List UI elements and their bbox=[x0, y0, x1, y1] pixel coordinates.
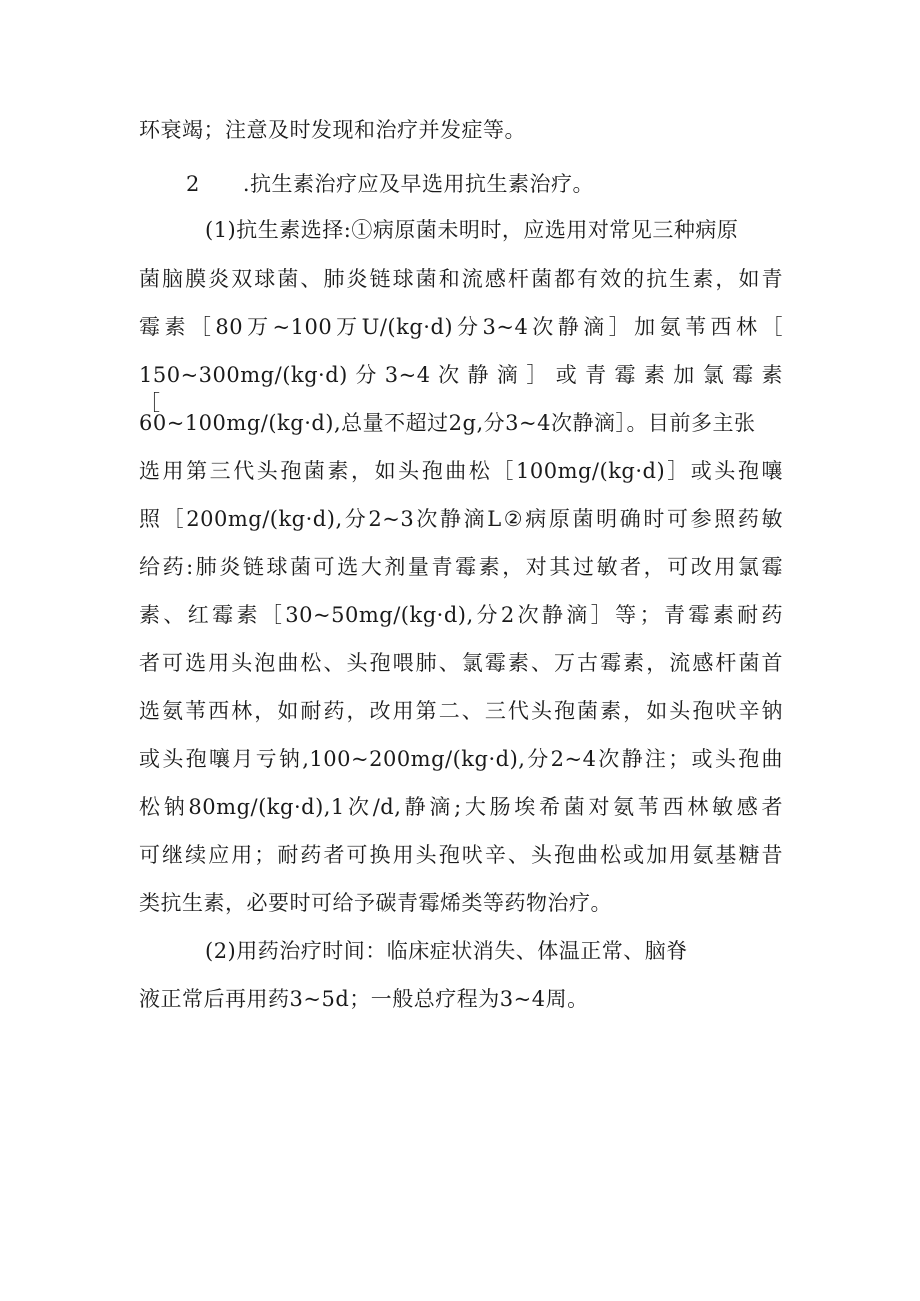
paragraph-line-1: 环衰竭；注意及时发现和治疗并发症等。 bbox=[139, 118, 526, 142]
paragraph-line-12: 者可选用头泡曲松、头孢喂肺、氯霉素、万古霉素，流感杆菌首 bbox=[139, 651, 783, 675]
paragraph-line-7: 60~100mg/(kg·d),总量不超过2g,分3~4次静滴］。目前多主张 bbox=[139, 411, 756, 435]
paragraph-line-11: 素、红霉素［30~50mg/(kg·d),分2次静滴］等；青霉素耐药 bbox=[139, 603, 783, 627]
paragraph-line-4: 菌脑膜炎双球菌、肺炎链球菌和流感杆菌都有效的抗生素，如青 bbox=[139, 267, 783, 291]
paragraph-line-5: 霉素［80万~100万U/(kg·d)分3~4次静滴］加氨苇西林［ bbox=[139, 315, 783, 339]
paragraph-line-10: 给药:肺炎链球菌可选大剂量青霉素，对其过敏者，可改用氯霉 bbox=[139, 555, 783, 579]
paragraph-line-19: 液正常后再用药3~5d；一般总疗程为3~4周。 bbox=[139, 987, 589, 1011]
paragraph-line-8: 选用第三代头孢菌素，如头孢曲松［100mg/(kg·d)］或头孢嚷 bbox=[139, 459, 783, 483]
paragraph-line-3: (1)抗生素选择:①病原菌未明时，应选用对常见三种病原 bbox=[205, 218, 739, 242]
paragraph-line-14: 或头孢嚷月亏钠,100~200mg/(kg·d),分2~4次静注；或头孢曲 bbox=[139, 747, 783, 771]
paragraph-line-17: 类抗生素，必要时可给予碳青霉烯类等药物治疗。 bbox=[139, 891, 612, 915]
paragraph-line-15: 松钠80mg/(kg·d),1次/d,静滴;大肠埃希菌对氨苇西林敏感者 bbox=[139, 795, 783, 819]
paragraph-line-9: 照［200mg/(kg·d),分2~3次静滴L②病原菌明确时可参照药敏 bbox=[139, 507, 783, 531]
paragraph-line-16: 可继续应用；耐药者可换用头孢吠辛、头孢曲松或加用氨基糖昔 bbox=[139, 843, 783, 867]
paragraph-line-6: 150~300mg/(kg·d) 分 3~4 次 静 滴 ］ 或 青 霉 素 加 氯 霉 素 ［ bbox=[139, 363, 783, 415]
paragraph-line-18: (2)用药治疗时间：临床症状消失、体温正常、脑脊 bbox=[205, 939, 688, 963]
paragraph-line-13: 选氨苇西林，如耐药，改用第二、三代头孢菌素，如头孢吠辛钠 bbox=[139, 699, 783, 723]
section-heading-2: 2 .抗生素治疗应及早选用抗生素治疗。 bbox=[186, 172, 595, 196]
